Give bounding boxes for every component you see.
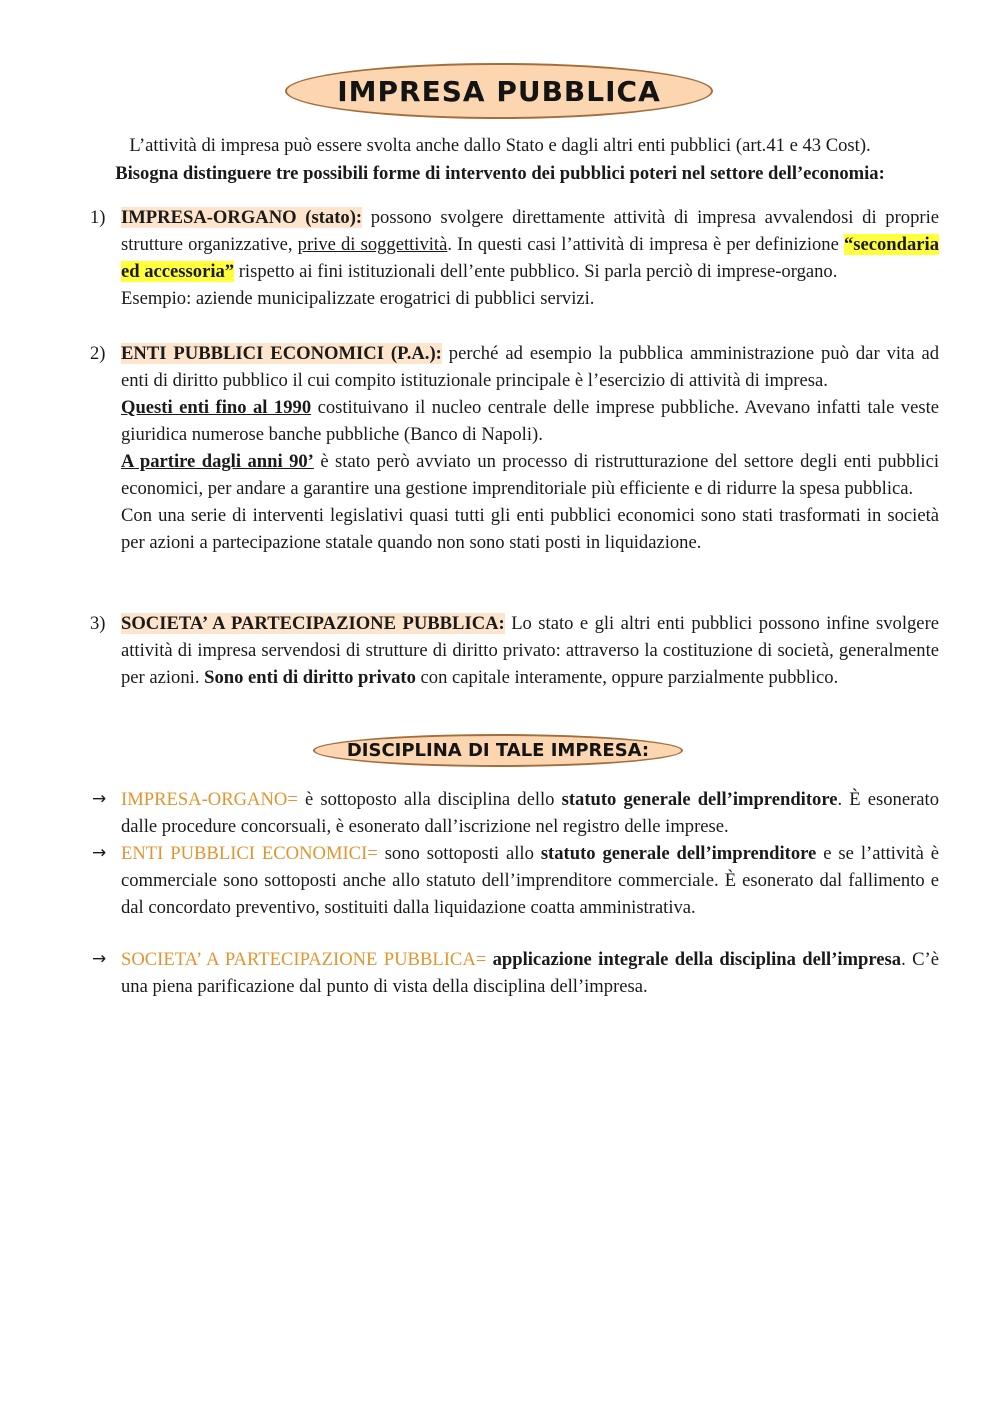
item-example: Esempio: aziende municipalizzate erogatrici di pubblici servizi.	[121, 288, 595, 309]
highlighted-text: “secondaria ed accessoria”	[121, 234, 939, 282]
item-paragraph	[121, 204, 939, 285]
list-item	[121, 840, 939, 921]
arrow-icon: →	[92, 843, 107, 863]
item-number: 2)	[90, 343, 106, 364]
item-text: Lo stato e gli altri enti pubblici possono infine svolgere attività di impresa servendosi di strutture di diritto privato: attraverso la costituzione di società, generalmente per azioni.	[121, 613, 940, 688]
bullet-text: . È esonerato dalle procedure concorsuali, è esonerato dall’iscrizione nel registro delle imprese.	[121, 789, 939, 837]
item-paragraph	[121, 394, 939, 448]
item-text: possono svolgere direttamente attività di impresa avvalendosi di proprie strutture organizzative,	[121, 207, 939, 255]
item-text: costituivano il nucleo centrale delle imprese pubbliche. Avevano infatti tale veste giuridica numerose banche pubbliche (Banco di Napoli).	[121, 397, 940, 445]
bullet-paragraph	[121, 840, 939, 921]
item-text: è stato però avviato un processo di ristrutturazione del settore degli enti pubblici economici, per andare a garantire una gestione imprenditoriale più efficiente e di ridurre la spesa pubblica.	[121, 451, 939, 499]
item-text: con capitale interamente, oppure parzialmente pubblico.	[415, 667, 839, 688]
bullet-heading: SOCIETA’ A PARTECIPAZIONE PUBBLICA=	[121, 949, 487, 970]
bold-text: statuto generale dell’imprenditore	[561, 789, 838, 810]
title-banner	[285, 63, 713, 119]
item-text: . In questi casi l’attività di impresa è per definizione	[447, 234, 844, 255]
page-title: IMPRESA PUBBLICA	[337, 74, 661, 108]
bold-text: Sono enti di diritto privato	[204, 667, 416, 688]
arrow-icon: →	[92, 949, 107, 969]
list-item	[121, 204, 939, 312]
bold-text: applicazione integrale della disciplina dell’impresa	[492, 949, 902, 970]
item-heading: ENTI PUBBLICI ECONOMICI (P.A.):	[121, 343, 442, 364]
bullet-paragraph	[121, 946, 939, 1000]
item-paragraph: Con una serie di interventi legislativi quasi tutti gli enti pubblici economici sono stati trasformati in società per azioni a partecipazione statale quando non sono stati posti in liquidazione.	[121, 505, 939, 553]
intro-line-1: L’attività di impresa può essere svolta anche dallo Stato e dagli altri enti pubblici (art.41 e 43 Cost).	[129, 135, 871, 156]
underlined-text: prive di soggettività	[297, 234, 448, 255]
intro-line-2: Bisogna distinguere tre possibili forme di intervento dei pubblici poteri nel settore dell’economia:	[115, 163, 885, 184]
item-paragraph	[121, 448, 939, 502]
bullet-text: è sottoposto alla disciplina dello	[297, 789, 562, 810]
item-paragraph	[121, 610, 939, 691]
item-number: 1)	[90, 207, 106, 228]
list-item	[121, 610, 939, 691]
bullet-text: . C’è una piena parificazione dal punto di vista della disciplina dell’impresa.	[121, 949, 939, 997]
item-paragraph	[121, 340, 939, 394]
bullet-paragraph	[121, 786, 939, 840]
item-text: rispetto ai fini istituzionali dell’ente pubblico. Si parla perciò di imprese-organo.	[234, 261, 838, 282]
underlined-text: Questi enti fino al 1990	[121, 397, 312, 418]
section-title: DISCIPLINA DI TALE IMPRESA:	[346, 740, 650, 761]
subtitle-banner	[313, 734, 683, 767]
item-heading: SOCIETA’ A PARTECIPAZIONE PUBBLICA:	[121, 613, 505, 634]
item-heading: IMPRESA-ORGANO (stato):	[121, 207, 363, 228]
bullet-heading: IMPRESA-ORGANO=	[121, 789, 298, 810]
bullet-text: e se l’attività è commerciale sono sottoposti anche allo statuto dell’imprenditore commerciale. È esonerato dal fallimento e dal concordato preventivo, sostituiti dalla liquidazione coatta amministrativa.	[121, 843, 939, 918]
item-number: 3)	[90, 613, 106, 634]
underlined-text: A partire dagli anni 90’	[121, 451, 314, 472]
list-item	[121, 340, 939, 556]
list-item	[121, 786, 939, 840]
item-text: perché ad esempio la pubblica amministrazione può dar vita ad enti di diritto pubblico il cui compito istituzionale principale è l’esercizio di attività di impresa.	[121, 343, 939, 391]
bold-text: statuto generale dell’imprenditore	[540, 843, 817, 864]
bullet-heading: ENTI PUBBLICI ECONOMICI=	[121, 843, 378, 864]
arrow-icon: →	[92, 789, 107, 809]
list-item	[121, 946, 939, 1000]
bullet-text: sono sottoposti allo	[377, 843, 541, 864]
